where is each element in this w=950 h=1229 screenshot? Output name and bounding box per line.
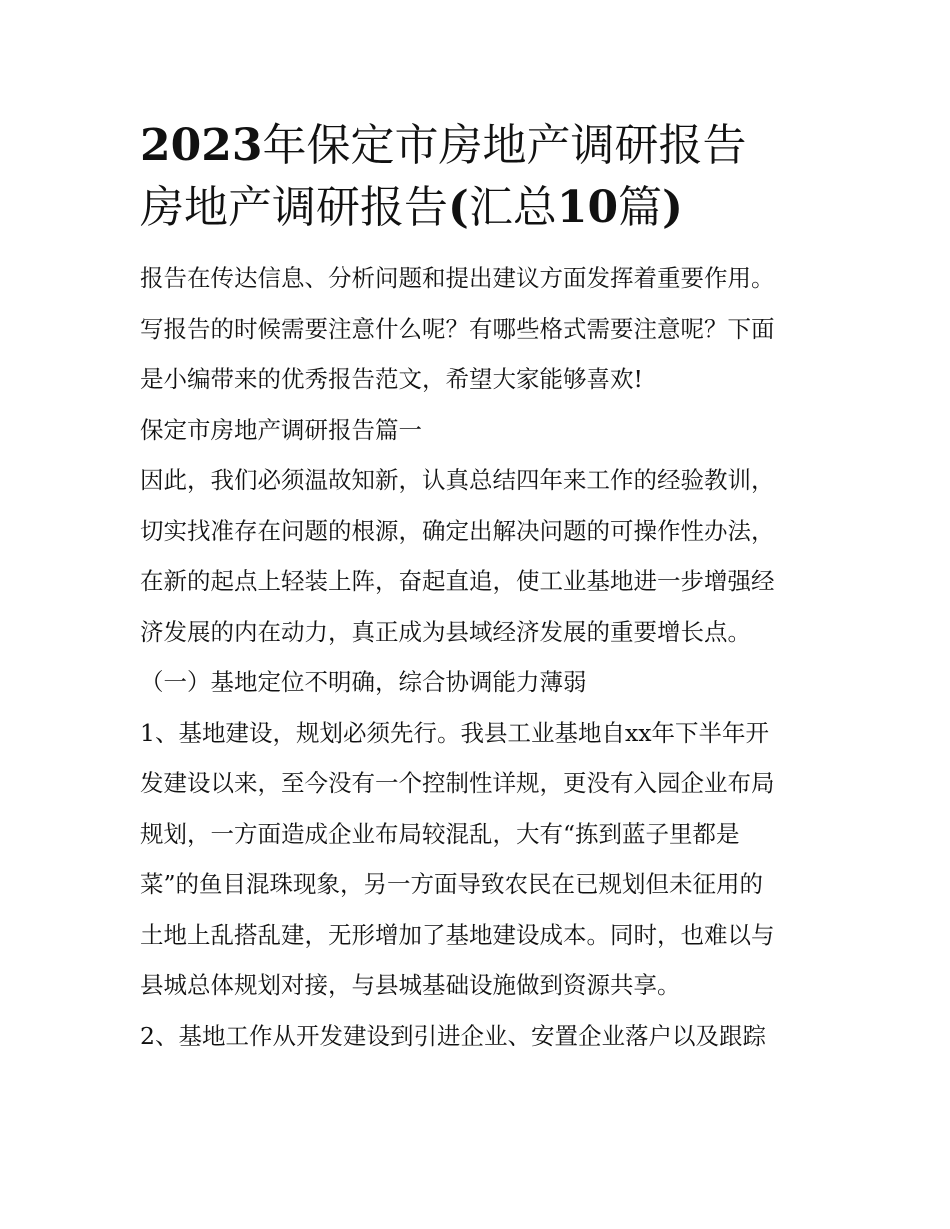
paragraph [140, 708, 820, 1011]
subtitle-paren-close: ) [662, 182, 683, 233]
text-line: 保定市房地产调研报告篇一 [140, 415, 422, 444]
text-line: 菜”的鱼目混珠现象，另一方面导致农民在已规划但未征用的 [140, 870, 764, 898]
text-line: 规划，一方面造成企业布局较混乱，大有“拣到蓝子里都是 [140, 819, 740, 848]
text-line: 土地上乱搭乱建，无形增加了基地建设成本。同时，也难以与 [140, 920, 775, 949]
text-line: 因此，我们必须温故知新，认真总结四年来工作的经验教训， [140, 466, 775, 494]
subtitle-paren-open: ( [448, 182, 469, 233]
text-line: 济发展的内在动力，真正成为县域经济发展的重要增长点。 [140, 617, 751, 646]
text-line: 写报告的时候需要注意什么呢？有哪些格式需要注意呢？下面 [140, 314, 775, 343]
text-line: 发建设以来，至今没有一个控制性详规，更没有入园企业布局 [140, 769, 775, 797]
subtitle-unit: 篇 [618, 182, 663, 233]
subtitle-text: 房地产调研报告 [140, 182, 448, 233]
text-line: 报告在传达信息、分析问题和提出建议方面发挥着重要作用。 [140, 264, 775, 292]
document-title [140, 115, 820, 239]
paragraph [140, 1011, 820, 1062]
document-page [140, 115, 820, 1061]
title-line-2 [140, 177, 820, 239]
text-line: 是小编带来的优秀报告范文，希望大家能够喜欢! [140, 365, 643, 393]
text-line: 县城总体规划对接，与县城基础设施做到资源共享。 [140, 971, 681, 999]
title-year: 2023 [140, 120, 263, 171]
subtitle-count: 10 [556, 182, 619, 233]
subtitle-summary: 汇总 [468, 182, 557, 233]
document-body [140, 253, 820, 1061]
text-line: 切实找准存在问题的根源，确定出解决问题的可操作性办法， [140, 516, 775, 545]
text-line: 2、基地工作从开发建设到引进企业、安置企业落户以及跟踪 [140, 1021, 766, 1050]
text-line: 1、基地建设，规划必须先行。我县工业基地自xx年下半年开 [140, 718, 769, 747]
paragraph [140, 657, 820, 708]
paragraph [140, 253, 820, 405]
paragraph [140, 455, 820, 657]
title-line-1 [140, 115, 820, 177]
title-text: 年保定市房地产调研报告 [262, 120, 747, 171]
text-line: （一）基地定位不明确，综合协调能力薄弱 [140, 668, 587, 696]
text-line: 在新的起点上轻装上阵，奋起直追，使工业基地进一步增强经 [140, 567, 775, 595]
paragraph [140, 405, 820, 456]
